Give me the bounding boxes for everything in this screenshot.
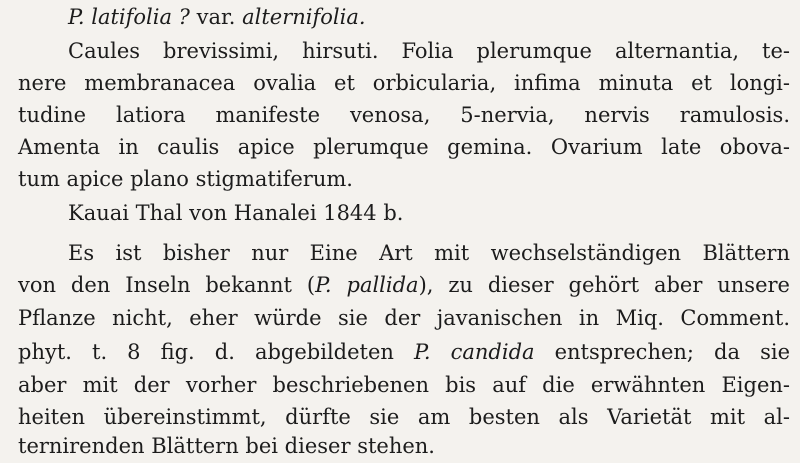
- discussion-line: [18, 337, 790, 367]
- text-segment: ), zu dieser gehört aber unsere: [418, 273, 790, 297]
- locality-line: Kauai Thal von Hanalei 1844 b.: [68, 201, 404, 225]
- text-segment: entsprechen; da sie: [534, 340, 791, 364]
- description-line: tudine latiora manifeste venosa, 5-nervia, nervis ramulosis.: [18, 103, 790, 127]
- species-name: P. candida: [414, 340, 535, 364]
- taxon-heading: [68, 2, 790, 32]
- discussion-line: aber mit der vorher beschriebenen bis auf die erwähnten Eigen-: [18, 373, 790, 397]
- description-line: Caules brevissimi, hirsuti. Folia plerumque alternantia, te-: [68, 39, 790, 63]
- species-name: P. pallida: [315, 273, 419, 297]
- description-line: nere membranacea ovalia et orbicularia, infima minuta et longi-: [18, 71, 790, 95]
- text-segment: phyt. t. 8 fig. d. abgebildeten: [18, 340, 414, 364]
- text-segment: von den Inseln bekannt (: [18, 273, 316, 297]
- discussion-line: ternirenden Blättern bei dieser stehen.: [18, 434, 435, 458]
- variety-name: alternifolia.: [242, 5, 366, 29]
- description-line: tum apice plano stigmatiferum.: [18, 167, 353, 191]
- description-line: Amenta in caulis apice plerumque gemina. Ovarium late obova-: [18, 135, 790, 159]
- discussion-line: [18, 270, 790, 300]
- discussion-line: Pflanze nicht, eher würde sie der javanischen in Miq. Comment.: [18, 306, 790, 330]
- taxon-name: P. latifolia ?: [68, 5, 190, 29]
- discussion-line: Es ist bisher nur Eine Art mit wechselständigen Blättern: [68, 241, 790, 265]
- variety-abbreviation: var.: [196, 5, 236, 29]
- discussion-line: heiten übereinstimmt, dürfte sie am besten als Varietät mit al-: [18, 405, 790, 429]
